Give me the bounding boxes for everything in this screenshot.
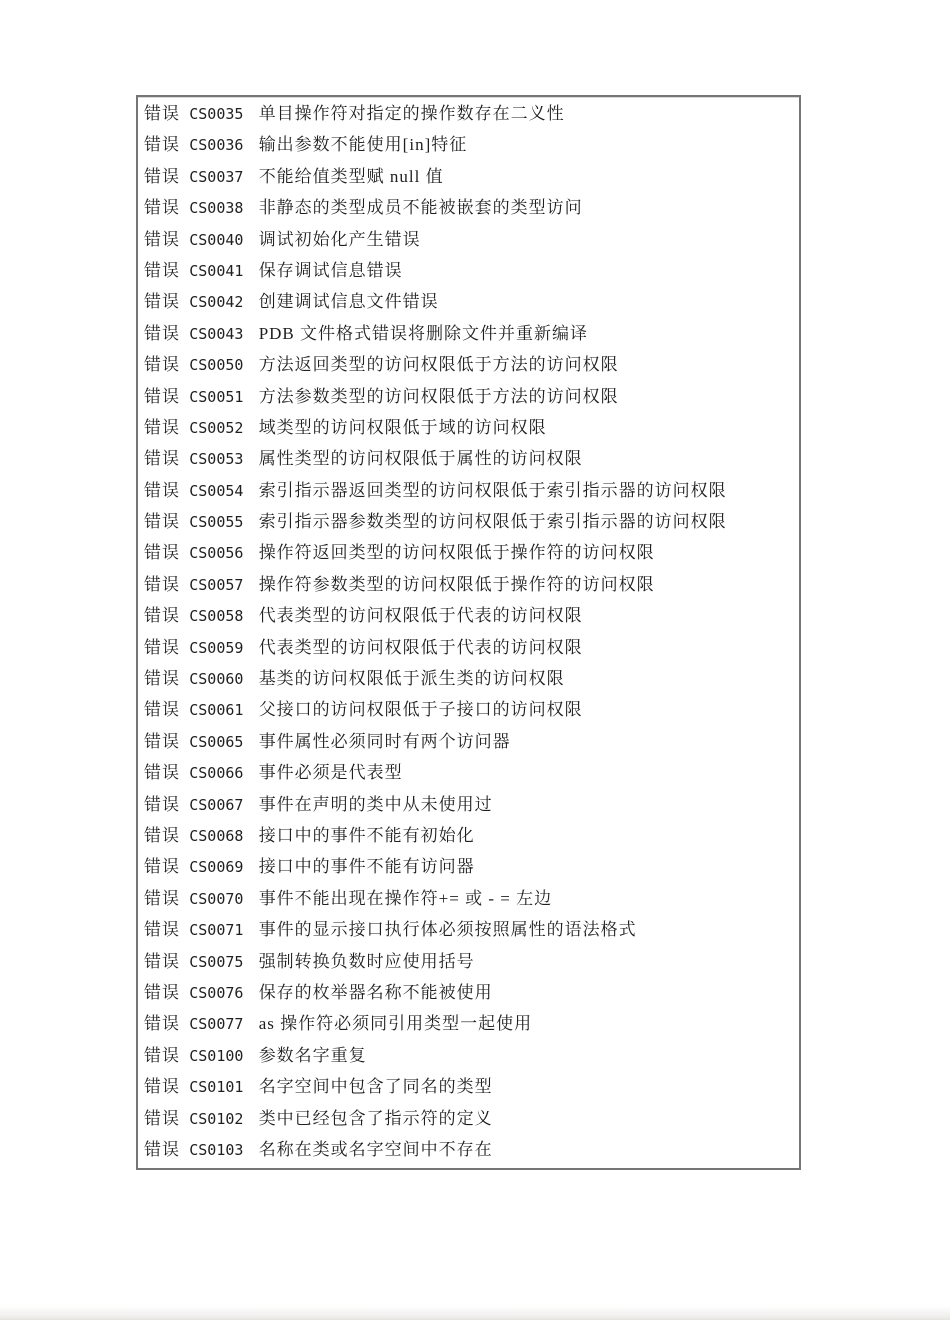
error-description: 基类的访问权限低于派生类的访问权限 (258, 669, 565, 689)
error-code: CS0065 (189, 732, 244, 751)
error-code: CS0061 (189, 701, 244, 720)
error-description: 类中已经包含了指示符的定义 (258, 1108, 493, 1128)
error-code: CS0035 (189, 105, 244, 123)
error-description: 代表类型的访问权限低于代表的访问权限 (258, 606, 583, 626)
error-row-prefix: 错误 (144, 731, 180, 751)
error-row-prefix: 错误 (144, 825, 180, 845)
error-code: CS0060 (189, 670, 244, 689)
error-row (144, 381, 799, 412)
error-description: 非静态的类型成员不能被嵌套的类型访问 (258, 198, 583, 218)
error-code: CS0054 (189, 481, 244, 500)
error-description: 事件在声明的类中从未使用过 (258, 794, 493, 814)
error-row-prefix: 错误 (144, 606, 180, 626)
error-description: 输出参数不能使用[in]特征 (258, 135, 468, 155)
error-code: CS0077 (189, 1015, 244, 1034)
error-row (144, 977, 799, 1008)
error-description: 事件必须是代表型 (258, 763, 403, 783)
error-description: as 操作符必须同引用类型一起使用 (258, 1014, 533, 1034)
error-description: 保存调试信息错误 (258, 260, 403, 280)
error-row (144, 318, 799, 349)
error-code: CS0069 (189, 858, 244, 877)
error-row-prefix: 错误 (144, 512, 180, 532)
error-description: 强制转换负数时应使用括号 (258, 951, 475, 971)
error-description: 方法参数类型的访问权限低于方法的访问权限 (258, 386, 619, 406)
error-description: 调试初始化产生错误 (258, 229, 421, 249)
error-row-prefix: 错误 (144, 417, 180, 437)
error-row-prefix: 错误 (144, 574, 180, 594)
error-code: CS0067 (189, 795, 244, 814)
error-row (144, 161, 799, 192)
error-row-prefix: 错误 (144, 323, 180, 343)
error-description: PDB 文件格式错误将删除文件并重新编译 (258, 323, 589, 343)
error-row (144, 129, 799, 160)
error-row (144, 726, 799, 757)
error-row (144, 1071, 799, 1102)
error-code: CS0076 (189, 983, 244, 1002)
error-code: CS0068 (189, 826, 244, 845)
error-row-prefix: 错误 (144, 669, 180, 689)
error-row (144, 224, 799, 255)
error-row (144, 663, 799, 694)
error-description: 操作符返回类型的访问权限低于操作符的访问权限 (258, 543, 655, 563)
error-row (144, 883, 799, 914)
error-row-prefix: 错误 (144, 1045, 180, 1065)
page-bottom-edge-shadow (0, 1306, 950, 1320)
error-row-prefix: 错误 (144, 229, 180, 249)
error-description: 索引指示器返回类型的访问权限低于索引指示器的访问权限 (258, 480, 727, 500)
error-row (144, 475, 799, 506)
error-list-box (136, 95, 801, 1170)
error-row-prefix: 错误 (144, 292, 180, 312)
error-row-prefix: 错误 (144, 700, 180, 720)
error-row (144, 1134, 799, 1165)
error-description: 名称在类或名字空间中不存在 (258, 1139, 493, 1159)
error-row-prefix: 错误 (144, 763, 180, 783)
error-code: CS0037 (189, 167, 244, 186)
error-code: CS0036 (189, 136, 244, 155)
error-row (144, 914, 799, 945)
error-code: CS0103 (189, 1140, 244, 1159)
error-code: CS0043 (189, 324, 244, 343)
error-row (144, 537, 799, 568)
error-row-prefix: 错误 (144, 1014, 180, 1034)
error-code: CS0058 (189, 607, 244, 626)
error-row (144, 412, 799, 443)
error-row-prefix: 错误 (144, 449, 180, 469)
error-row (144, 600, 799, 631)
error-description: 事件属性必须同时有两个访问器 (258, 731, 511, 751)
error-description: 索引指示器参数类型的访问权限低于索引指示器的访问权限 (258, 512, 727, 532)
error-row-prefix: 错误 (144, 920, 180, 940)
error-row-prefix: 错误 (144, 543, 180, 563)
error-row (144, 506, 799, 537)
error-row-prefix: 错误 (144, 1139, 180, 1159)
error-row (144, 694, 799, 725)
error-row (144, 757, 799, 788)
error-row-prefix: 错误 (144, 198, 180, 218)
error-code: CS0052 (189, 418, 244, 437)
error-row (144, 946, 799, 977)
error-row (144, 192, 799, 223)
error-description: 名字空间中包含了同名的类型 (258, 1077, 493, 1097)
error-row (144, 1103, 799, 1134)
error-row-prefix: 错误 (144, 1077, 180, 1097)
error-code: CS0066 (189, 764, 244, 783)
error-row (144, 789, 799, 820)
error-description: 父接口的访问权限低于子接口的访问权限 (258, 700, 583, 720)
error-row-prefix: 错误 (144, 166, 180, 186)
error-row (144, 286, 799, 317)
error-description: 接口中的事件不能有访问器 (258, 857, 475, 877)
error-description: 代表类型的访问权限低于代表的访问权限 (258, 637, 583, 657)
error-description: 接口中的事件不能有初始化 (258, 825, 475, 845)
error-row (144, 255, 799, 286)
error-row-prefix: 错误 (144, 982, 180, 1002)
error-description: 操作符参数类型的访问权限低于操作符的访问权限 (258, 574, 655, 594)
error-code: CS0038 (189, 199, 244, 218)
error-code: CS0101 (189, 1078, 244, 1097)
error-row-prefix: 错误 (144, 888, 180, 908)
error-description: 事件的显示接口执行体必须按照属性的语法格式 (258, 920, 637, 940)
error-code: CS0053 (189, 450, 244, 469)
error-description: 属性类型的访问权限低于属性的访问权限 (258, 449, 583, 469)
error-code: CS0102 (189, 1109, 244, 1128)
error-code: CS0059 (189, 638, 244, 657)
error-description: 域类型的访问权限低于域的访问权限 (258, 417, 547, 437)
error-description: 参数名字重复 (258, 1045, 367, 1065)
error-row (144, 1040, 799, 1071)
error-code: CS0071 (189, 921, 244, 940)
error-row (144, 851, 799, 882)
error-description: 保存的枚举器名称不能被使用 (258, 982, 493, 1002)
error-description: 单目操作符对指定的操作数存在二义性 (258, 104, 565, 123)
error-code: CS0100 (189, 1046, 244, 1065)
error-code: CS0070 (189, 889, 244, 908)
error-row (144, 820, 799, 851)
error-row-prefix: 错误 (144, 135, 180, 155)
error-description: 方法返回类型的访问权限低于方法的访问权限 (258, 355, 619, 375)
error-row (144, 569, 799, 600)
error-row-prefix: 错误 (144, 1108, 180, 1128)
error-row-prefix: 错误 (144, 104, 180, 123)
error-code: CS0057 (189, 575, 244, 594)
error-code: CS0056 (189, 544, 244, 563)
error-row (144, 349, 799, 380)
error-row-prefix: 错误 (144, 386, 180, 406)
error-row-prefix: 错误 (144, 480, 180, 500)
error-code: CS0050 (189, 356, 244, 375)
error-row (144, 632, 799, 663)
error-code: CS0055 (189, 513, 244, 532)
error-row-prefix: 错误 (144, 355, 180, 375)
error-code: CS0075 (189, 952, 244, 971)
error-row (144, 443, 799, 474)
error-code: CS0040 (189, 230, 244, 249)
error-row-prefix: 错误 (144, 794, 180, 814)
error-row (144, 1008, 799, 1039)
error-description: 创建调试信息文件错误 (258, 292, 439, 312)
error-description: 事件不能出现在操作符+= 或 - = 左边 (258, 888, 553, 908)
error-row-prefix: 错误 (144, 260, 180, 280)
error-code: CS0042 (189, 293, 244, 312)
error-row-prefix: 错误 (144, 857, 180, 877)
error-code: CS0041 (189, 261, 244, 280)
error-row-prefix: 错误 (144, 637, 180, 657)
error-description: 不能给值类型赋 null 值 (258, 166, 444, 186)
error-row (144, 98, 799, 129)
error-code: CS0051 (189, 387, 244, 406)
error-row-prefix: 错误 (144, 951, 180, 971)
